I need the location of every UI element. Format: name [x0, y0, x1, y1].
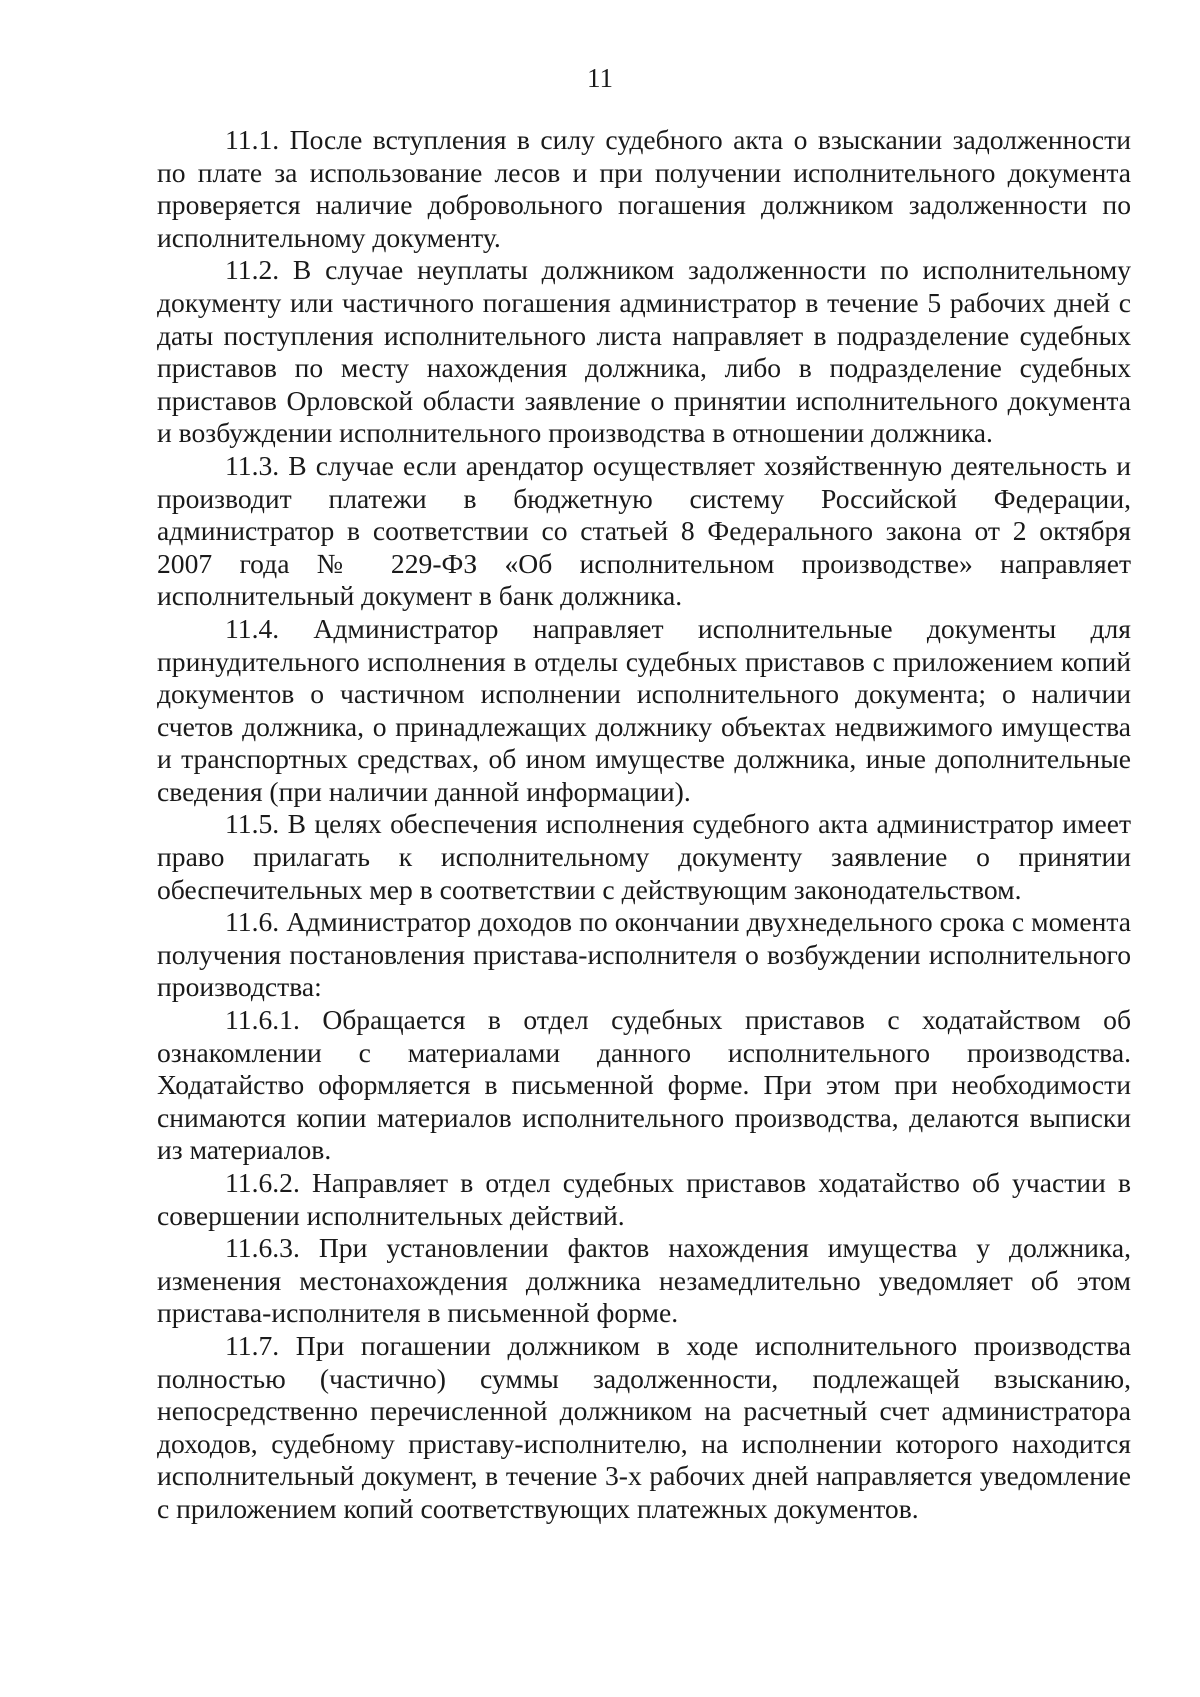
- paragraph-11-6-1: 11.6.1. Обращается в отдел судебных приставов с ходатайством об ознакомлении с материалами данного исполнительного производства. Ходатайство оформляется в письменной форме. При этом при необходимости снимаются копии материалов исполнительного производства, делаются выписки из материалов.: [157, 1004, 1131, 1166]
- page-number: 11: [587, 63, 613, 93]
- paragraph-11-4: 11.4. Администратор направляет исполнительные документы для принудительного исполнения в отделы судебных приставов с приложением копий документов о частичном исполнении исполнительного документа; о наличии счетов должника, о принадлежащих должнику объектах недвижимого имущества и транспортных средствах, об ином имуществе должника, иные дополнительные сведения (при наличии данной информации).: [157, 612, 1131, 807]
- paragraph-11-1: 11.1. После вступления в силу судебного акта о взыскании задолженности по плате за использование лесов и при получении исполнительного документа проверяется наличие добровольного погашения должником задолженности по исполнительному документу.: [157, 124, 1131, 253]
- paragraph-11-2: 11.2. В случае неуплаты должником задолженности по исполнительному документу или частичного погашения администратор в течение 5 рабочих дней с даты поступления исполнительного листа направляет в подразделение судебных приставов по месту нахождения должника, либо в подразделение судебных приставов Орловской области заявление о принятии исполнительного документа и возбуждении исполнительного производства в отношении должника.: [157, 254, 1131, 449]
- document-body: [157, 124, 1131, 1526]
- paragraph-11-7: 11.7. При погашении должником в ходе исполнительного производства полностью (частично) суммы задолженности, подлежащей взысканию, непосредственно перечисленной должником на расчетный счет администратора доходов, судебному приставу-исполнителю, на исполнении которого находится исполнительный документ, в течение 3-х рабочих дней направляется уведомление с приложением копий соответствующих платежных документов.: [157, 1329, 1131, 1524]
- paragraph-11-6-3: 11.6.3. При установлении фактов нахождения имущества у должника, изменения местонахождения должника незамедлительно уведомляет об этом пристава-исполнителя в письменной форме.: [157, 1232, 1131, 1329]
- paragraph-11-5: 11.5. В целях обеспечения исполнения судебного акта администратор имеет право прилагать к исполнительному документу заявление о принятии обеспечительных мер в соответствии с действующим законодательством.: [157, 808, 1131, 905]
- paragraph-11-6-2: 11.6.2. Направляет в отдел судебных приставов ходатайство об участии в совершении исполнительных действий.: [157, 1167, 1131, 1231]
- paragraph-11-3: 11.3. В случае если арендатор осуществляет хозяйственную деятельность и производит платежи в бюджетную систему Российской Федерации, администратор в соответствии со статьей 8 Федерального закона от 2 октября 2007 года № 229-ФЗ «Об исполнительном производстве» направляет исполнительный документ в банк должника.: [157, 449, 1131, 612]
- paragraph-11-6: 11.6. Администратор доходов по окончании двухнедельного срока с момента получения постановления пристава-исполнителя о возбуждении исполнительного производства:: [157, 906, 1131, 1003]
